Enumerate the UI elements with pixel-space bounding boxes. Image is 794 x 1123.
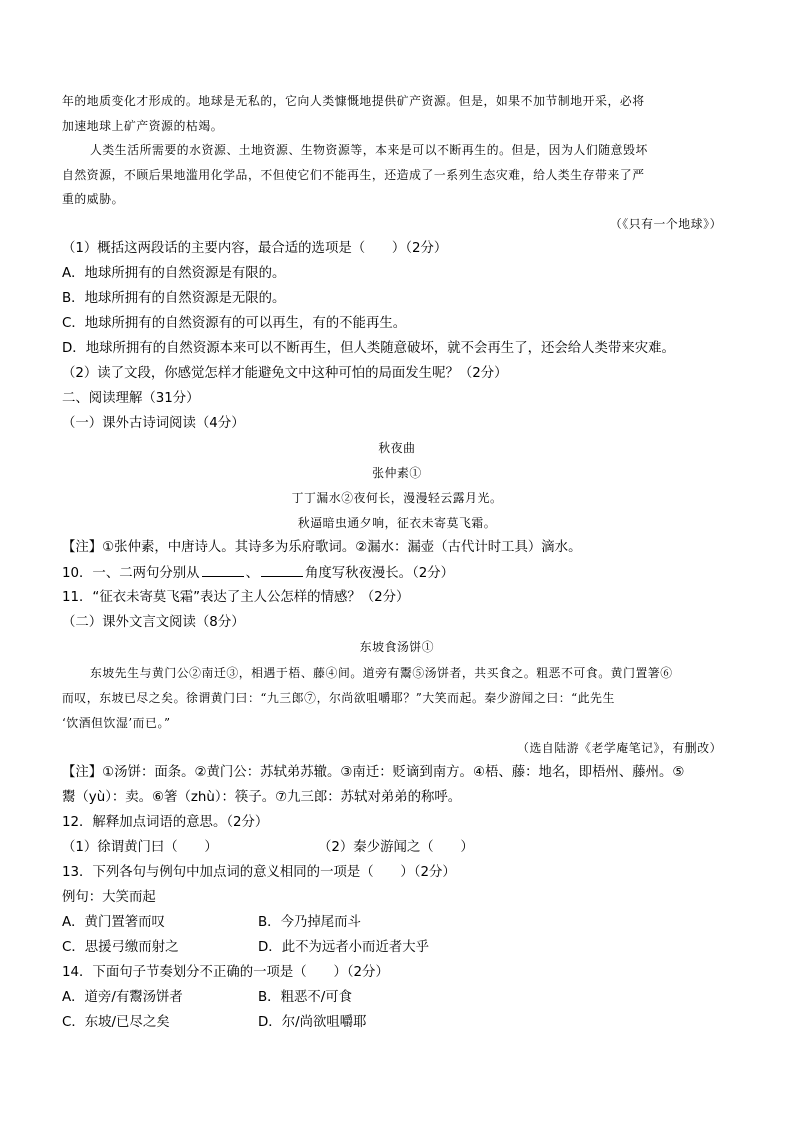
passage-line-3: 人类生活所需要的水资源、土地资源、生物资源等，本来是可以不断再生的。但是，因为人们随意毁坏 <box>90 143 648 157</box>
poem-note: 【注】①张仲素，中唐诗人。其诗多为乐府歌词。②漏水：漏壶（古代计时工具）滴水。 <box>62 540 582 555</box>
section2-sub1: （一）课外古诗词阅读（4分） <box>62 416 245 431</box>
prose-line-3: ‘饮酒但饮湿’而已。” <box>62 716 171 730</box>
prose-note-2: 鬻（yù）：卖。⑥箸（zhù）：筷子。⑦九三郎：苏轼对弟弟的称呼。 <box>62 790 462 805</box>
q10-text-2: 、 <box>245 566 259 581</box>
q13-example: 例句：大笑而起 <box>62 890 156 905</box>
q11-stem: 11．“征衣未寄莫飞霜”表达了主人公怎样的情感？（2分） <box>62 590 410 605</box>
q10-stem <box>62 564 454 583</box>
section2-sub2: （二）课外文言文阅读（8分） <box>62 615 245 630</box>
prose-source: （选自陆游《老学庵笔记》，有删改） <box>517 741 722 755</box>
q10-blank-2[interactable] <box>261 564 303 577</box>
q13-option-c: C．思援弓缴而射之 <box>62 940 179 955</box>
prose-title: 东坡食汤饼① <box>359 640 435 654</box>
q1-option-b: B．地球所拥有的自然资源是无限的。 <box>62 291 286 306</box>
q14-option-c: C．东坡/已尽之矣 <box>62 1015 170 1030</box>
q10-text-1: 10．一、二两句分别从 <box>62 566 200 581</box>
q14-option-a: A．道旁/有鬻汤饼者 <box>62 990 183 1005</box>
passage-source: （《只有一个地球》） <box>609 217 722 231</box>
q13-option-d: D．此不为远者小而近者大乎 <box>258 940 429 955</box>
passage-line-4: 自然资源，不顾后果地滥用化学品，不但使它们不能再生，还造成了一系列生态灾难，给人类生存带来了严 <box>62 168 645 182</box>
q12-item-1: （1）徐谓黄门曰（ ） <box>62 840 218 855</box>
q10-blank-1[interactable] <box>202 564 244 577</box>
q14-option-d: D．尔/尚欲咀嚼耶 <box>258 1015 367 1030</box>
poem-line-2: 秋逼暗虫通夕响，征衣未寄莫飞霜。 <box>297 516 497 530</box>
q14-stem: 14．下面句子节奏划分不正确的一项是（ ）（2分） <box>62 965 389 980</box>
prose-line-1: 东坡先生与黄门公②南迁③，相遇于梧、藤④间。道旁有鬻⑤汤饼者，共买食之。粗恶不可食。黄门置箸⑥ <box>90 666 673 680</box>
poem-line-1: 丁丁漏水②夜何长，漫漫轻云露月光。 <box>291 491 503 505</box>
q1-option-a: A．地球所拥有的自然资源是有限的。 <box>62 266 286 281</box>
q14-option-b: B．粗恶不/可食 <box>258 990 353 1005</box>
q2-stem: （2）读了文段，你感觉怎样才能避免文中这种可怕的局面发生呢？（2分） <box>62 366 508 381</box>
q1-option-c: C．地球所拥有的自然资源有的可以再生，有的不能再生。 <box>62 316 407 331</box>
q10-text-3: 角度写秋夜漫长。（2分） <box>304 566 455 581</box>
q13-stem: 13．下列各句与例句中加点词的意义相同的一项是（ ）（2分） <box>62 865 456 880</box>
q1-option-d: D．地球所拥有的自然资源本来可以不断再生，但人类随意破坏，就不会再生了，还会给人类带来灾难。 <box>62 341 675 356</box>
q12-item-2: （2）秦少游闻之（ ） <box>318 840 474 855</box>
poem-title: 秋夜曲 <box>378 441 416 455</box>
prose-note-1: 【注】①汤饼：面条。②黄门公：苏轼弟苏辙。③南迁：贬谪到南方。④梧、藤：地名，即梧州、藤州。⑤ <box>62 765 685 780</box>
passage-line-2: 加速地球上矿产资源的枯竭。 <box>62 119 224 133</box>
prose-line-2: 而叹，东坡已尽之矣。徐谓黄门曰：“九三郎⑦，尔尚欲咀嚼耶？”大笑而起。秦少游闻之曰：“此先生 <box>62 691 615 705</box>
poem-author: 张仲素① <box>372 466 422 480</box>
passage-line-5: 重的威胁。 <box>62 192 124 206</box>
section2-title: 二、阅读理解（31分） <box>62 391 200 406</box>
passage-line-1: 年的地质变化才形成的。地球是无私的，它向人类慷慨地提供矿产资源。但是，如果不加节制地开采，必将 <box>62 94 645 108</box>
q1-stem: （1）概括这两段话的主要内容，最合适的选项是（ ）（2分） <box>62 241 448 256</box>
q12-stem: 12．解释加点词语的意思。（2分） <box>62 815 269 830</box>
q13-option-b: B．今乃掉尾而斗 <box>258 915 361 930</box>
q13-option-a: A．黄门置箸而叹 <box>62 915 165 930</box>
